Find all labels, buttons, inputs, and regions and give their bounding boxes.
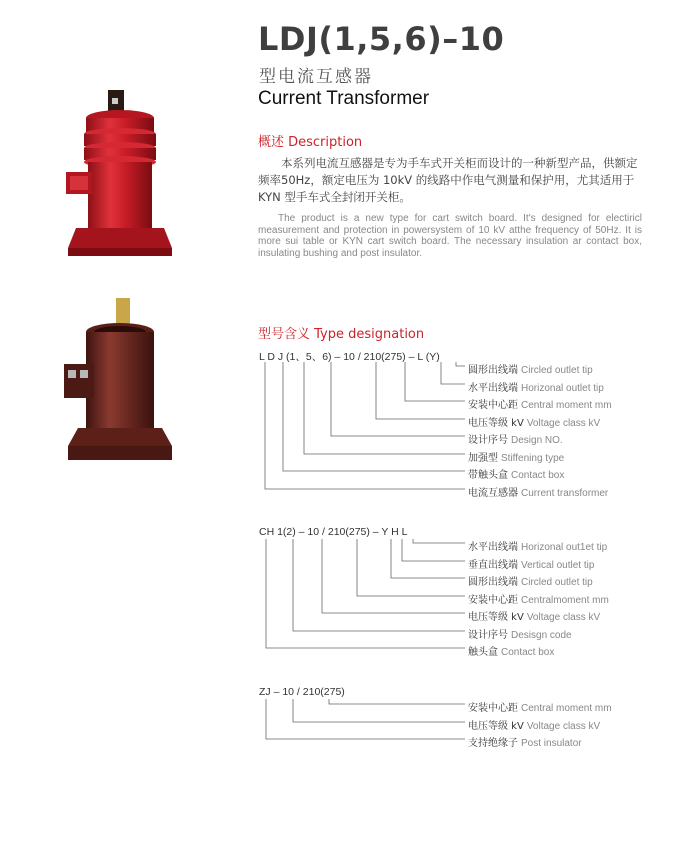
diagram3-label: 安装中心距 Central moment mm — [468, 703, 612, 714]
description-heading: 概述 Description — [258, 135, 363, 150]
diagram3-label: 支持绝缘子 Post insulator — [468, 738, 582, 749]
diagram2-label: 电压等级 kV Voltage class kV — [468, 612, 601, 623]
diagram3-code: ZJ – 10 / 210(275) — [259, 686, 345, 698]
diagram1-label: 带触头盒 Contact box — [468, 470, 565, 481]
description-text-en: The product is a new type for cart switch board. It's designed for electiricl measurement and protection in powersystem of 10 kV atthe frequency of 50Hz. It is more sui table or KYN cart switch board. The necessary insulation ar contact box, insulating bushing and post insulator. — [258, 213, 642, 259]
diagram1-label: 圆形出线端 Circled outlet tip — [468, 365, 593, 376]
diagram1-label: 加强型 Stiffening type — [468, 453, 565, 464]
diagram1-label: 电流互感器 Current transformer — [468, 488, 609, 499]
diagram2-label: 圆形出线端 Circled outlet tip — [468, 577, 593, 588]
diagram2-label: 设计序号 Desisgn code — [468, 630, 572, 641]
diagram2-label: 触头盒 Contact box — [468, 647, 555, 658]
product-name-cn: 型电流互感器 — [259, 67, 373, 87]
diagram3-label: 电压等级 kV Voltage class kV — [468, 721, 601, 732]
diagram2-label: 安装中心距 Centralmoment mm — [468, 595, 609, 606]
diagram1-code: L D J (1、5、6) – 10 / 210(275) – L (Y) — [259, 351, 440, 363]
diagram2-label: 垂直出线端 Vertical outlet tip — [468, 560, 595, 571]
diagram2-label: 水平出线端 Horizonal out1et tip — [468, 542, 608, 553]
diagram1-label: 水平出线端 Horizonal outlet tip — [468, 383, 604, 394]
description-text-cn: 本系列电流互感器是专为手车式开关柜而设计的一种新型产品，供额定频率50Hz，额定电压为 10kV 的线路中作电气测量和保护用，尤其适用于 KYN 型手车式全封闭开关柜。 — [258, 156, 638, 204]
diagram1-label: 设计序号 Design NO. — [468, 435, 563, 446]
product-name-en: Current Transformer — [258, 88, 430, 109]
diagram1-label: 电压等级 kV Voltage class kV — [468, 418, 601, 429]
model-title: LDJ(1,5,6)–10 — [258, 20, 505, 58]
diagram2-code: CH 1(2) – 10 / 210(275) – Y H L — [259, 526, 408, 538]
diagram1-label: 安装中心距 Central moment mm — [468, 400, 612, 411]
type-designation-heading: 型号含义 Type designation — [258, 327, 425, 342]
